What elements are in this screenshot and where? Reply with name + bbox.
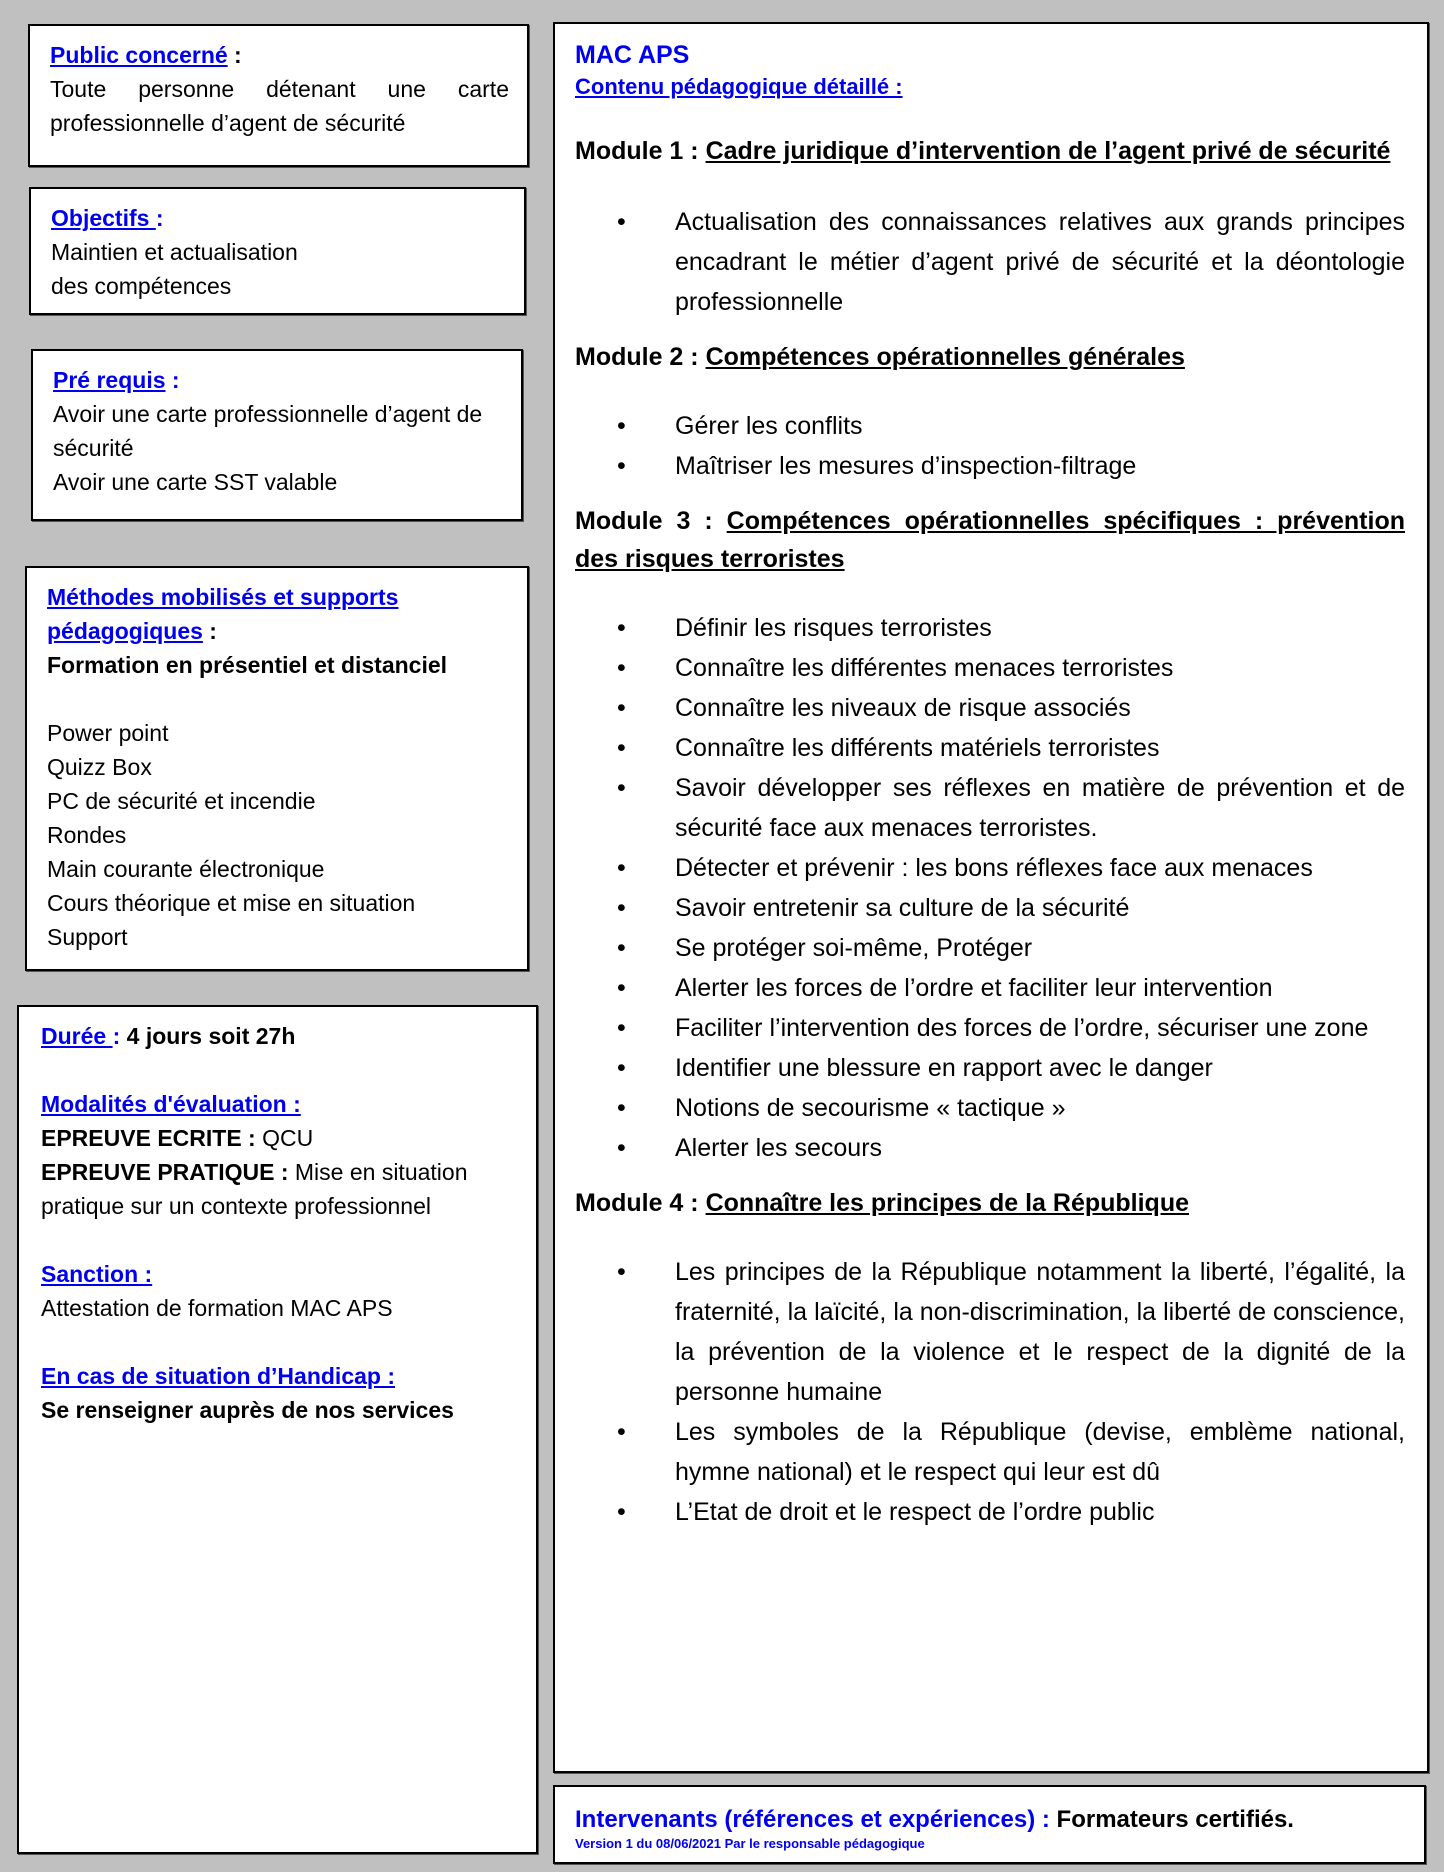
colon: : <box>227 42 242 68</box>
bullet-icon: • <box>617 694 626 722</box>
sanction-text: Attestation de formation MAC APS <box>41 1295 393 1321</box>
module-prefix: Module 4 : <box>575 1189 706 1217</box>
bullet-icon: • <box>617 894 626 922</box>
module-1-list <box>575 202 1405 322</box>
prerequis-label: Pré requis <box>53 367 166 393</box>
list-item: • Les symboles de la République (devise, emblème national, hymne national) et le respect qui leur est dû <box>575 1412 1405 1492</box>
pratique-value: Mise en situation pratique sur un contexte professionnel <box>41 1159 468 1219</box>
module-prefix: Module 3 : <box>575 507 727 535</box>
list-item: • Se protéger soi-même, Protéger <box>575 928 1405 968</box>
bullet-icon: • <box>617 1134 626 1162</box>
list-item: • Connaître les niveaux de risque associés <box>575 688 1405 728</box>
bullet-icon: • <box>617 1258 626 1286</box>
bullet-icon: • <box>617 1014 626 1042</box>
duree-box <box>17 1005 538 1854</box>
methodes-mode: Formation en présentiel et distanciel <box>47 652 448 678</box>
prerequis-line: Avoir une carte professionnelle d’agent de sécurité <box>53 401 483 461</box>
evaluation-pratique <box>41 1155 518 1223</box>
module-title: Cadre juridique d’intervention de l’agent privé de sécurité <box>705 137 1391 165</box>
bullet-icon: • <box>617 1054 626 1082</box>
bullet-icon: • <box>617 1418 626 1446</box>
prerequis-line: Avoir une carte SST valable <box>53 469 338 495</box>
methodes-heading <box>47 580 509 648</box>
public-concerne-box <box>28 24 529 167</box>
ecrite-label: EPREUVE ECRITE : <box>41 1125 263 1151</box>
module-2-list <box>575 406 1405 486</box>
module-prefix: Module 1 : <box>575 137 706 165</box>
methodes-item: PC de sécurité et incendie <box>47 788 316 814</box>
methodes-item: Support <box>47 924 128 950</box>
list-item: • Détecter et prévenir : les bons réflexes face aux menaces <box>575 848 1405 888</box>
module-4-list <box>575 1252 1405 1532</box>
bullet-icon: • <box>617 452 626 480</box>
bullet-icon: • <box>617 208 626 236</box>
handicap-text: Se renseigner auprès de nos services <box>41 1397 454 1423</box>
public-concerne-heading <box>50 38 509 72</box>
list-item: • Notions de secourisme « tactique » <box>575 1088 1405 1128</box>
intervenants-box <box>553 1785 1426 1864</box>
bullet-icon: • <box>617 614 626 642</box>
module-2-heading <box>575 338 1405 376</box>
objectifs-text: Maintien et actualisation des compétences <box>51 239 298 299</box>
bullet-icon: • <box>617 1094 626 1122</box>
ecrite-value: QCU <box>262 1125 314 1151</box>
list-item: • Alerter les forces de l’ordre et faciliter leur intervention <box>575 968 1405 1008</box>
evaluation-ecrite <box>41 1121 518 1155</box>
objectifs-box <box>29 187 526 315</box>
list-item: • Connaître les différents matériels terroristes <box>575 728 1405 768</box>
objectifs-label: Objectifs <box>51 205 156 231</box>
public-concerne-label: Public concerné <box>50 42 228 68</box>
colon: : <box>112 1023 127 1049</box>
colon: : <box>155 205 164 231</box>
contenu-subtitle: Contenu pédagogique détaillé : <box>575 74 903 99</box>
module-title: Compétences opérationnelles spécifiques : prévention des risques terroristes <box>575 507 1405 573</box>
module-3-heading <box>575 502 1405 578</box>
intervenants-value: Formateurs certifiés. <box>1056 1806 1294 1833</box>
methodes-item: Quizz Box <box>47 754 152 780</box>
methodes-label: Méthodes mobilisés et supports pédagogiques <box>47 584 399 644</box>
prerequis-box <box>31 349 523 521</box>
bullet-icon: • <box>617 412 626 440</box>
evaluation-label: Modalités d'évaluation : <box>41 1091 301 1117</box>
bullet-icon: • <box>617 974 626 1002</box>
module-prefix: Module 2 : <box>575 343 706 371</box>
intervenants-line <box>575 1805 1402 1835</box>
bullet-icon: • <box>617 934 626 962</box>
list-item: • Connaître les différentes menaces terroristes <box>575 648 1405 688</box>
bullet-icon: • <box>617 854 626 882</box>
module-3-list <box>575 608 1405 1168</box>
colon: : <box>165 367 180 393</box>
module-title: Connaître les principes de la République <box>705 1189 1189 1217</box>
pratique-label: EPREUVE PRATIQUE : <box>41 1159 295 1185</box>
bullet-icon: • <box>617 1498 626 1526</box>
duree-value: 4 jours soit 27h <box>126 1023 296 1049</box>
bullet-icon: • <box>617 774 626 802</box>
list-item: • Faciliter l’intervention des forces de l’ordre, sécuriser une zone <box>575 1008 1405 1048</box>
list-item: • Gérer les conflits <box>575 406 1405 446</box>
intervenants-label: Intervenants (références et expériences) : <box>575 1806 1057 1833</box>
colon: : <box>202 618 217 644</box>
objectifs-heading <box>51 201 506 235</box>
duree-line <box>41 1019 518 1053</box>
public-concerne-text: Toute personne détenant une carte professionnelle d’agent de sécurité <box>50 76 509 136</box>
version-note: Version 1 du 08/06/2021 Par le responsable pédagogique <box>575 1836 925 1851</box>
list-item: • Alerter les secours <box>575 1128 1405 1168</box>
duree-label: Durée <box>41 1023 113 1049</box>
list-item: • Savoir développer ses réflexes en matière de prévention et de sécurité face aux menaces terroristes. <box>575 768 1405 848</box>
sanction-label: Sanction : <box>41 1261 153 1287</box>
list-item: • Identifier une blessure en rapport avec le danger <box>575 1048 1405 1088</box>
methodes-item: Power point <box>47 720 169 746</box>
list-item: • Maîtriser les mesures d’inspection-filtrage <box>575 446 1405 486</box>
prerequis-heading <box>53 363 503 397</box>
module-title: Compétences opérationnelles générales <box>705 343 1185 371</box>
contenu-pedagogique-box <box>553 22 1429 1773</box>
list-item: • Les principes de la République notamment la liberté, l’égalité, la fraternité, la laïcité, la non-discrimination, la liberté de conscience, la prévention de la violence et le respect de la dignité de la personne humaine <box>575 1252 1405 1412</box>
methodes-item: Cours théorique et mise en situation <box>47 890 416 916</box>
course-title: MAC APS <box>575 41 690 69</box>
list-item: • Actualisation des connaissances relatives aux grands principes encadrant le métier d’agent privé de sécurité et la déontologie professionnelle <box>575 202 1405 322</box>
bullet-icon: • <box>617 654 626 682</box>
methodes-box <box>25 566 529 971</box>
list-item: • L’Etat de droit et le respect de l’ordre public <box>575 1492 1405 1532</box>
module-1-heading <box>575 132 1405 170</box>
methodes-item: Rondes <box>47 822 127 848</box>
bullet-icon: • <box>617 734 626 762</box>
handicap-label: En cas de situation d’Handicap : <box>41 1363 396 1389</box>
module-4-heading <box>575 1184 1405 1222</box>
list-item: • Savoir entretenir sa culture de la sécurité <box>575 888 1405 928</box>
methodes-item: Main courante électronique <box>47 856 325 882</box>
list-item: • Définir les risques terroristes <box>575 608 1405 648</box>
